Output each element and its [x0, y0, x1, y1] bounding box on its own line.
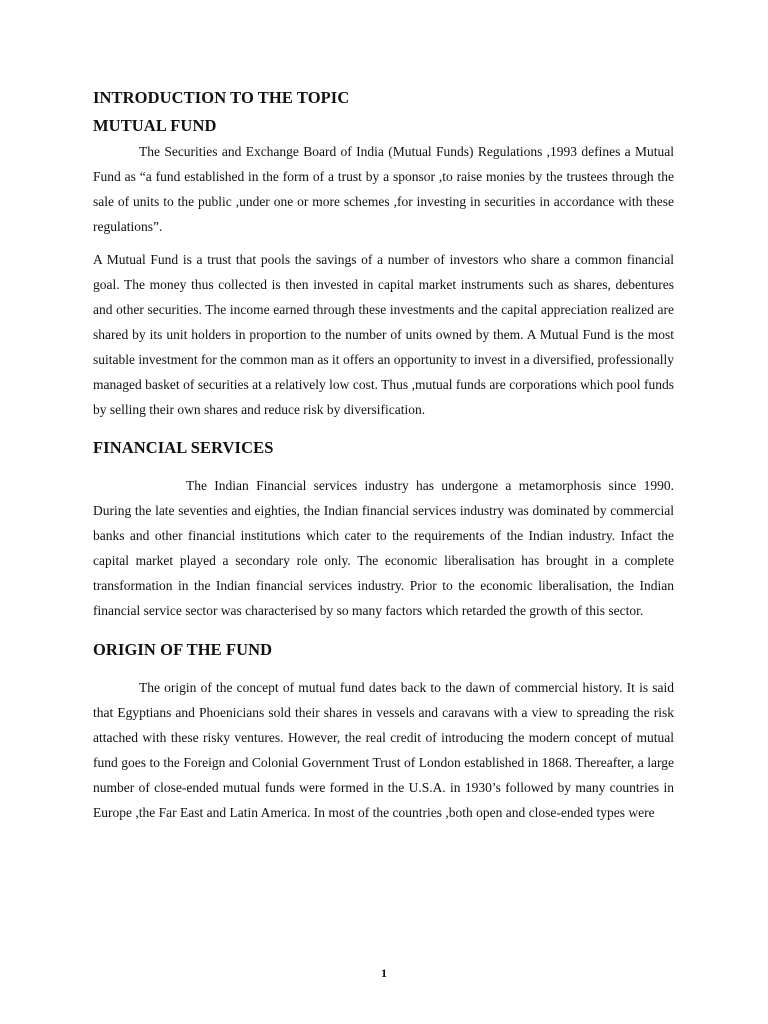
paragraph-mutual-fund-trust: A Mutual Fund is a trust that pools the savings of a number of investors who share a common financial goal. The money thus collected is then invested in capital market instruments such as shares, debentures and other securities. The income earned through these investments and the capital appreciation realized are shared by its unit holders in proportion to the number of units owned by them. A Mutual Fund is the most suitable investment for the common man as it offers an opportunity to invest in a diversified, professionally managed basket of securities at a relatively low cost. Thus ,mutual funds are corporations which pool funds by selling their own shares and reduce risk by diversification. — [93, 252, 674, 417]
paragraph-sebi-definition: The Securities and Exchange Board of India (Mutual Funds) Regulations ,1993 defines a Mutual Fund as “a fund established in the form of a trust by a sponsor ,to raise monies by the trustees through the sale of units to the public ,under one or more schemes ,for investing in securities in accordance with these regulations”. — [93, 144, 674, 234]
heading-mutual-fund: MUTUAL FUND — [93, 116, 217, 135]
heading-financial-services: FINANCIAL SERVICES — [93, 438, 274, 457]
heading-introduction: INTRODUCTION TO THE TOPIC — [93, 88, 350, 107]
document-page — [93, 86, 674, 825]
page-number: 1 — [381, 966, 387, 980]
paragraph-financial-services: The Indian Financial services industry has undergone a metamorphosis since 1990. During the late seventies and eighties, the Indian financial services industry was dominated by commercial banks and other financial institutions which cater to the requirements of the Indian industry. Infact the capital market played a secondary role only. The economic liberalisation has brought in a complete transformation in the Indian financial services industry. Prior to the economic liberalisation, the Indian financial service sector was characterised by so many factors which retarded the growth of this sector. — [93, 478, 674, 618]
heading-origin-of-fund: ORIGIN OF THE FUND — [93, 640, 273, 659]
paragraph-origin: The origin of the concept of mutual fund dates back to the dawn of commercial history. It is said that Egyptians and Phoenicians sold their shares in vessels and caravans with a view to spreading the risk attached with these risky ventures. However, the real credit of introducing the modern concept of mutual fund goes to the Foreign and Colonial Government Trust of London established in 1868. Thereafter, a large number of close-ended mutual funds were formed in the U.S.A. in 1930’s followed by many countries in Europe ,the Far East and Latin America. In most of the countries ,both open and close-ended types were — [93, 680, 674, 820]
